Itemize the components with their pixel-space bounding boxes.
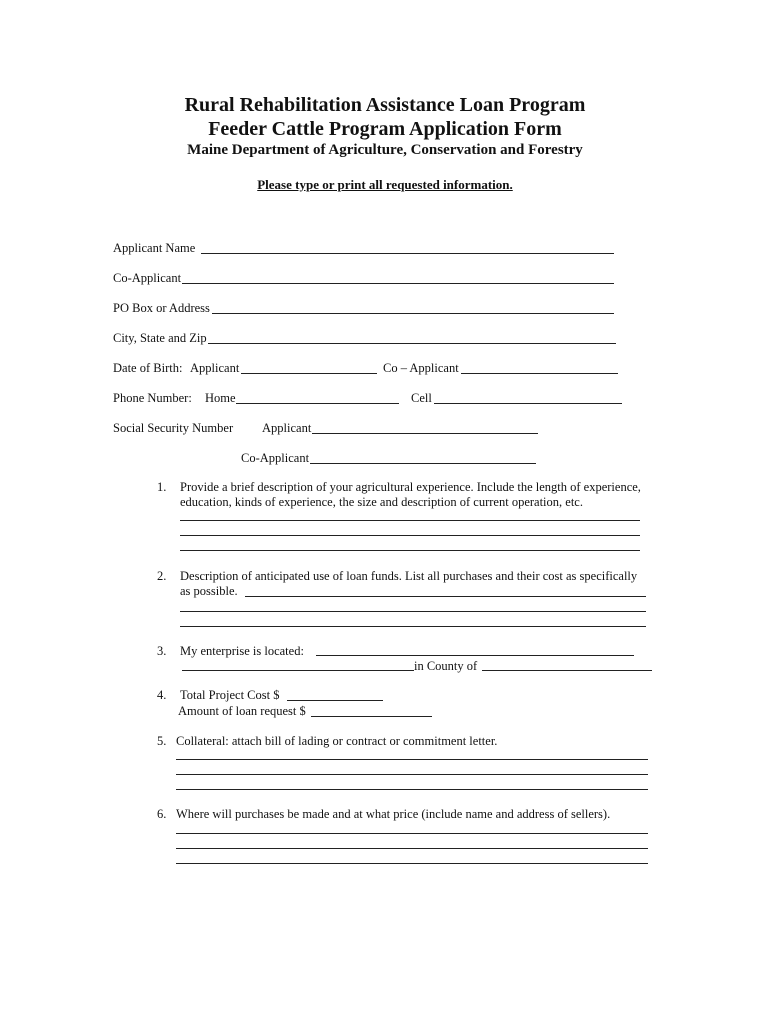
department-name: Maine Department of Agriculture, Conservation and Forestry bbox=[187, 142, 583, 158]
dob-co-applicant-field[interactable] bbox=[461, 373, 618, 374]
phone-label: Phone Number: bbox=[113, 391, 192, 405]
question-5-answer-line[interactable] bbox=[176, 789, 648, 790]
question-1-answer-line[interactable] bbox=[180, 535, 640, 536]
loan-request-field[interactable] bbox=[311, 716, 432, 717]
applicant-name-label: Applicant Name bbox=[113, 241, 196, 255]
question-3-number: 3. bbox=[157, 644, 167, 658]
question-5-text: Collateral: attach bill of lading or contract or commitment letter. bbox=[176, 734, 498, 748]
question-3-town-field[interactable] bbox=[182, 670, 414, 671]
ssn-label: Social Security Number bbox=[113, 421, 234, 435]
question-2-text-line2: as possible. bbox=[180, 584, 238, 598]
dob-applicant-field[interactable] bbox=[241, 373, 377, 374]
question-1-answer-line[interactable] bbox=[180, 550, 640, 551]
applicant-name-field[interactable] bbox=[201, 253, 614, 254]
form-subtitle: Feeder Cattle Program Application Form bbox=[208, 118, 562, 140]
question-3-location-field[interactable] bbox=[316, 655, 634, 656]
co-applicant-field[interactable] bbox=[182, 283, 614, 284]
dob-co-applicant-label: Co – Applicant bbox=[383, 361, 459, 375]
po-box-label: PO Box or Address bbox=[113, 301, 210, 315]
ssn-applicant-label: Applicant bbox=[262, 421, 312, 435]
question-1-number: 1. bbox=[157, 480, 167, 494]
question-2-text-line1: Description of anticipated use of loan funds. List all purchases and their cost as specifically bbox=[180, 569, 638, 583]
instruction-text: Please type or print all requested information. bbox=[257, 177, 513, 192]
question-2-answer-line[interactable] bbox=[180, 626, 646, 627]
question-1-text-line2: education, kinds of experience, the size and description of current operation, etc. bbox=[180, 495, 583, 509]
city-state-zip-field[interactable] bbox=[208, 343, 616, 344]
question-1-answer-line[interactable] bbox=[180, 520, 640, 521]
ssn-applicant-field[interactable] bbox=[312, 433, 538, 434]
loan-request-label: Amount of loan request $ bbox=[178, 704, 306, 718]
question-2-number: 2. bbox=[157, 569, 167, 583]
phone-cell-label: Cell bbox=[411, 391, 432, 405]
ssn-co-applicant-label: Co-Applicant bbox=[241, 451, 310, 465]
question-1-text-line1: Provide a brief description of your agricultural experience. Include the length of experience, bbox=[180, 480, 641, 494]
phone-cell-field[interactable] bbox=[434, 403, 622, 404]
question-5-answer-line[interactable] bbox=[176, 774, 648, 775]
po-box-field[interactable] bbox=[212, 313, 614, 314]
question-6-answer-line[interactable] bbox=[176, 848, 648, 849]
total-project-cost-label: Total Project Cost $ bbox=[180, 688, 280, 702]
co-applicant-label: Co-Applicant bbox=[113, 271, 182, 285]
question-5-number: 5. bbox=[157, 734, 167, 748]
question-6-text: Where will purchases be made and at what price (include name and address of sellers). bbox=[176, 807, 611, 821]
question-6-answer-line[interactable] bbox=[176, 863, 648, 864]
question-5-answer-line[interactable] bbox=[176, 759, 648, 760]
question-2-answer-line[interactable] bbox=[245, 596, 646, 597]
city-state-zip-label: City, State and Zip bbox=[113, 331, 207, 345]
dob-applicant-label: Applicant bbox=[190, 361, 240, 375]
phone-home-label: Home bbox=[205, 391, 236, 405]
question-3-text: My enterprise is located: bbox=[180, 644, 304, 658]
question-6-number: 6. bbox=[157, 807, 167, 821]
question-2-answer-line[interactable] bbox=[180, 611, 646, 612]
ssn-co-applicant-field[interactable] bbox=[310, 463, 536, 464]
total-project-cost-field[interactable] bbox=[287, 700, 383, 701]
question-6-answer-line[interactable] bbox=[176, 833, 648, 834]
question-4-number: 4. bbox=[157, 688, 167, 702]
question-3-county-field[interactable] bbox=[482, 670, 652, 671]
dob-label: Date of Birth: bbox=[113, 361, 183, 375]
form-title: Rural Rehabilitation Assistance Loan Program bbox=[184, 94, 586, 116]
phone-home-field[interactable] bbox=[236, 403, 399, 404]
question-3-county-label: in County of bbox=[414, 659, 478, 673]
